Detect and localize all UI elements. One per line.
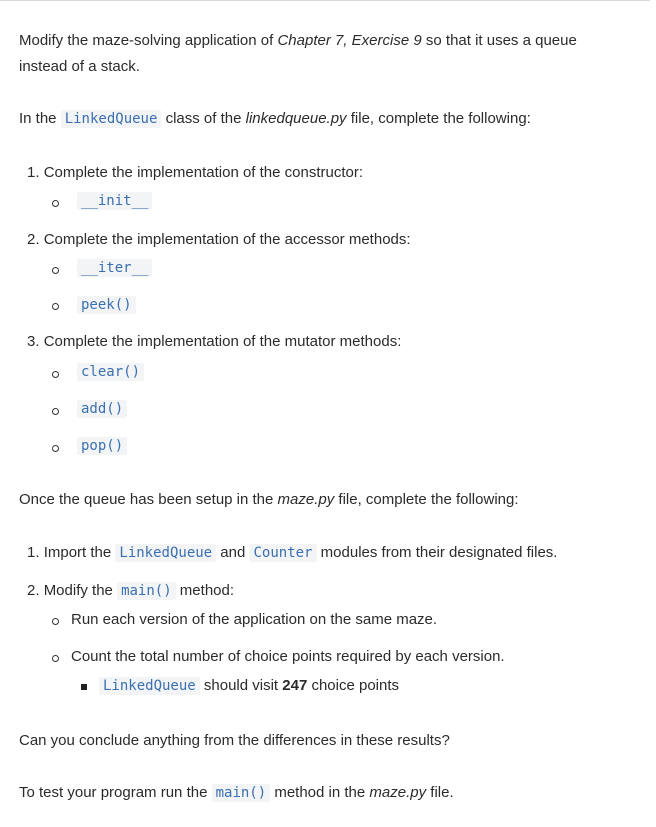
- intro-line-2: instead of a stack.: [19, 58, 140, 75]
- list-item: 3. Complete the implementation of the mutator methods:: [27, 333, 402, 350]
- bullet-circle-icon: [52, 303, 59, 310]
- list-item: 1. Complete the implementation of the constructor:: [27, 164, 364, 181]
- bullet-circle-icon: [52, 445, 59, 452]
- bullet-circle-icon: [52, 267, 59, 274]
- bullet-circle-icon: [52, 618, 59, 625]
- list-item: Count the total number of choice points required by each version.: [71, 648, 505, 665]
- intro-line-1: Modify the maze-solving application of Chapter 7, Exercise 9 so that it uses a queue: [19, 32, 577, 49]
- bullet-circle-icon: [52, 655, 59, 662]
- list-item: 2. Modify the main() method:: [27, 582, 235, 599]
- test-paragraph: To test your program run the main() method in the maze.py file.: [19, 784, 454, 801]
- list-item: __init__: [77, 190, 152, 212]
- section2-paragraph: Once the queue has been setup in the maze.py file, complete the following:: [19, 491, 519, 508]
- list-item: __iter__: [77, 257, 152, 279]
- list-item: Run each version of the application on the same maze.: [71, 611, 438, 628]
- list-item: peek(): [77, 294, 136, 316]
- list-item: pop(): [77, 435, 127, 457]
- bullet-circle-icon: [52, 371, 59, 378]
- list-item: 2. Complete the implementation of the accessor methods:: [27, 231, 411, 248]
- list-item: LinkedQueue should visit 247 choice points: [99, 675, 399, 697]
- bullet-square-icon: [81, 684, 87, 690]
- list-item: add(): [77, 398, 127, 420]
- list-item: 1. Import the LinkedQueue and Counter modules from their designated files.: [27, 544, 558, 561]
- top-divider: [0, 0, 650, 1]
- section1-paragraph: In the LinkedQueue class of the linkedqueue.py file, complete the following:: [19, 110, 531, 127]
- list-item: clear(): [77, 361, 144, 383]
- bullet-circle-icon: [52, 408, 59, 415]
- bullet-circle-icon: [52, 200, 59, 207]
- code-linkedqueue: LinkedQueue: [61, 110, 162, 128]
- question-paragraph: Can you conclude anything from the differences in these results?: [19, 732, 450, 749]
